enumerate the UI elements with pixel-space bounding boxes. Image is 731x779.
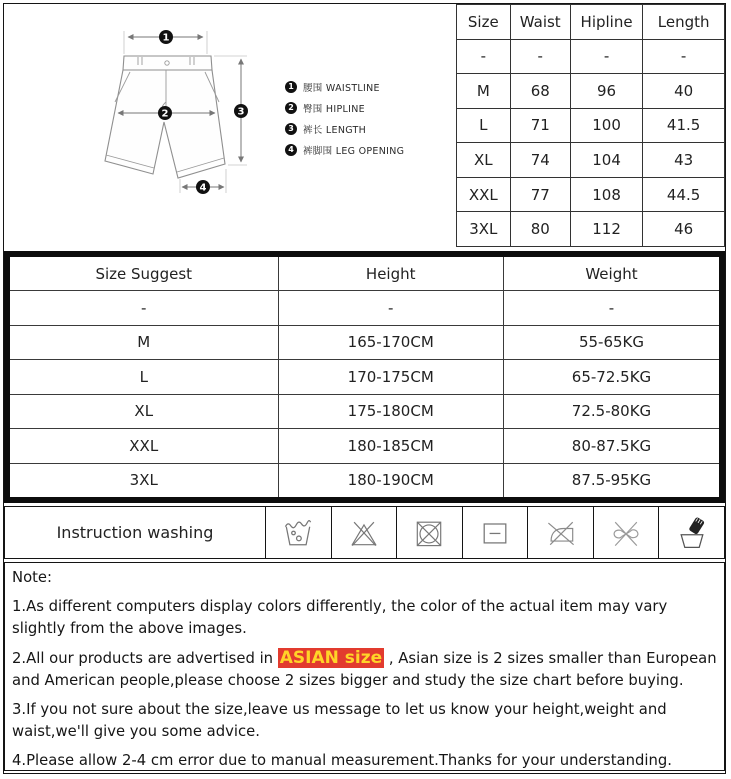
size-suggest-table: [10, 257, 719, 497]
legend-item-hipline: [285, 97, 404, 118]
cell: 165-170CM: [278, 325, 503, 360]
cell: 40: [643, 74, 725, 109]
suggest-header-row: [10, 257, 719, 291]
note-4: 4.Please allow 2-4 cm error due to manual measurement.Thanks for your understanding.: [12, 752, 672, 769]
measurement-header-row: [457, 5, 725, 40]
cell: 170-175CM: [278, 360, 503, 395]
col-header-size-suggest: Size Suggest: [10, 257, 278, 291]
marker-2: 2: [161, 108, 169, 120]
do-not-bleach-icon: [332, 507, 398, 558]
legend-bullet-4: 4: [285, 144, 297, 156]
washing-instructions-label: Instruction washing: [5, 507, 266, 558]
note-2: [12, 647, 717, 692]
cell: 55-65KG: [503, 325, 719, 360]
machine-wash-icon: [266, 507, 332, 558]
cell: L: [457, 108, 511, 143]
notes-section: [4, 562, 725, 771]
legend-label-leg-opening: 裤脚围 LEG OPENING: [303, 145, 405, 157]
cell: 68: [510, 74, 570, 109]
cell: -: [510, 39, 570, 74]
cell: 108: [570, 177, 642, 212]
cell: 80: [510, 212, 570, 247]
note-3: 3.If you not sure about the size,leave us message to let us know your height,weight and waist,we'll give you some advice.: [12, 701, 667, 740]
col-header-waist: Waist: [510, 5, 570, 40]
cell: -: [503, 291, 719, 326]
marker-1: 1: [162, 32, 170, 44]
table-row: [457, 74, 725, 109]
cell: 3XL: [10, 463, 278, 497]
legend-bullet-1: 1: [285, 81, 297, 93]
col-header-length: Length: [643, 5, 725, 40]
table-row: [10, 429, 719, 464]
cell: XXL: [457, 177, 511, 212]
cell: 112: [570, 212, 642, 247]
legend-item-length: [285, 118, 404, 139]
note-2-after: , Asian size is 2 sizes smaller than European and American people,please choose 2 sizes bigger and study the size chart before buying.: [12, 650, 717, 689]
cell: 180-185CM: [278, 429, 503, 464]
cell: XL: [457, 143, 511, 178]
cell: 87.5-95KG: [503, 463, 719, 497]
cell: 65-72.5KG: [503, 360, 719, 395]
note-1: 1.As different computers display colors differently, the color of the actual item may vary slightly from the above images.: [12, 598, 668, 637]
table-row: [10, 394, 719, 429]
cell: 44.5: [643, 177, 725, 212]
diagram-legend: [285, 76, 404, 160]
dry-flat-icon: [463, 507, 529, 558]
col-header-size: Size: [457, 5, 511, 40]
cell: M: [457, 74, 511, 109]
cell: -: [10, 291, 278, 326]
page-border: [3, 3, 726, 774]
asian-size-highlight: ASIAN size: [279, 648, 383, 668]
legend-label-hipline: 臀围 HIPLINE: [303, 103, 365, 115]
cell: 180-190CM: [278, 463, 503, 497]
col-header-height: Height: [278, 257, 503, 291]
table-row: [457, 177, 725, 212]
legend-label-length: 裤长 LENGTH: [303, 124, 367, 136]
cell: 104: [570, 143, 642, 178]
cell: 72.5-80KG: [503, 394, 719, 429]
cell: 77: [510, 177, 570, 212]
table-row: [457, 143, 725, 178]
notes-title: Note:: [12, 569, 53, 586]
table-row: [457, 39, 725, 74]
cell: M: [10, 325, 278, 360]
marker-4: 4: [199, 182, 207, 194]
cell: 43: [643, 143, 725, 178]
do-not-wring-icon: [594, 507, 660, 558]
cell: 46: [643, 212, 725, 247]
cell: XXL: [10, 429, 278, 464]
cell: XL: [10, 394, 278, 429]
do-not-iron-icon: [528, 507, 594, 558]
table-row: [457, 212, 725, 247]
table-row: [10, 463, 719, 497]
cell: 3XL: [457, 212, 511, 247]
top-section: [4, 4, 725, 247]
table-row: [457, 108, 725, 143]
cell: 74: [510, 143, 570, 178]
legend-bullet-2: 2: [285, 102, 297, 114]
cell: -: [457, 39, 511, 74]
do-not-tumble-dry-icon: [397, 507, 463, 558]
cell: 100: [570, 108, 642, 143]
col-header-weight: Weight: [503, 257, 719, 291]
legend-item-waistline: [285, 76, 404, 97]
size-suggest-table-frame: [4, 251, 725, 503]
table-row: [10, 291, 719, 326]
cell: 41.5: [643, 108, 725, 143]
cell: 175-180CM: [278, 394, 503, 429]
measurement-table: [456, 4, 725, 247]
cell: -: [643, 39, 725, 74]
cell: 96: [570, 74, 642, 109]
legend-item-leg-opening: [285, 139, 404, 160]
marker-3: 3: [237, 106, 245, 118]
cell: -: [278, 291, 503, 326]
cell: L: [10, 360, 278, 395]
cell: 71: [510, 108, 570, 143]
legend-label-waistline: 腰围 WAISTLINE: [303, 82, 380, 94]
table-row: [10, 360, 719, 395]
cell: 80-87.5KG: [503, 429, 719, 464]
washing-instructions-row: [4, 506, 725, 559]
table-row: [10, 325, 719, 360]
legend-bullet-3: 3: [285, 123, 297, 135]
cell: -: [570, 39, 642, 74]
hand-wash-icon: [659, 507, 724, 558]
col-header-hipline: Hipline: [570, 5, 642, 40]
note-2-before: 2.All our products are advertised in: [12, 650, 278, 667]
